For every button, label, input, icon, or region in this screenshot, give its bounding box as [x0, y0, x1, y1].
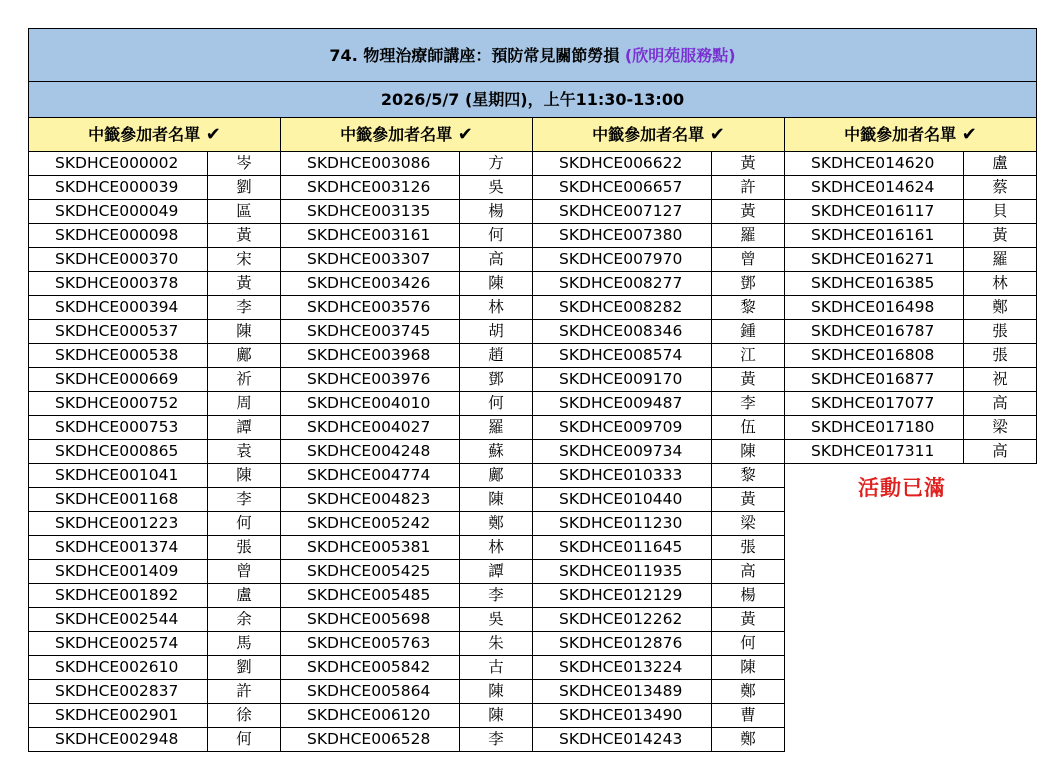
participant-code: SKDHCE012876 — [533, 632, 712, 656]
participant-surname: 李 — [208, 488, 281, 512]
participant-code: SKDHCE014624 — [785, 176, 964, 200]
participant-code: SKDHCE011230 — [533, 512, 712, 536]
participant-code: SKDHCE000537 — [29, 320, 208, 344]
participant-surname: 江 — [712, 344, 785, 368]
participant-surname: 張 — [208, 536, 281, 560]
column-header-4 — [785, 118, 1037, 152]
participant-surname: 何 — [208, 728, 281, 752]
participant-surname: 林 — [460, 296, 533, 320]
participant-surname: 何 — [712, 632, 785, 656]
participant-surname: 陳 — [712, 440, 785, 464]
event-title — [29, 29, 1037, 82]
participant-surname: 鄺 — [460, 464, 533, 488]
participant-surname: 何 — [208, 512, 281, 536]
participant-surname: 徐 — [208, 704, 281, 728]
column-header-3 — [533, 118, 785, 152]
participant-code: SKDHCE009709 — [533, 416, 712, 440]
empty-cell — [964, 608, 1037, 632]
participant-code: SKDHCE007127 — [533, 200, 712, 224]
participant-code: SKDHCE016787 — [785, 320, 964, 344]
table-row — [29, 152, 1037, 176]
participant-code: SKDHCE013490 — [533, 704, 712, 728]
participant-surname: 鄺 — [208, 344, 281, 368]
participant-surname: 梁 — [964, 416, 1037, 440]
participant-code: SKDHCE016271 — [785, 248, 964, 272]
participant-code: SKDHCE002948 — [29, 728, 208, 752]
participant-surname: 黃 — [712, 152, 785, 176]
participant-surname: 劉 — [208, 176, 281, 200]
participant-code: SKDHCE013489 — [533, 680, 712, 704]
participant-surname: 高 — [964, 440, 1037, 464]
participant-code: SKDHCE004027 — [281, 416, 460, 440]
participant-code: SKDHCE001409 — [29, 560, 208, 584]
table-row — [29, 536, 1037, 560]
participant-code: SKDHCE006622 — [533, 152, 712, 176]
table-row — [29, 320, 1037, 344]
column-header-label: 中籤參加者名單 — [592, 125, 705, 144]
table-row — [29, 560, 1037, 584]
participant-code: SKDHCE006657 — [533, 176, 712, 200]
column-header-label: 中籤參加者名單 — [340, 125, 453, 144]
date-row — [29, 82, 1037, 118]
participant-code: SKDHCE009487 — [533, 392, 712, 416]
participant-surname: 黃 — [712, 200, 785, 224]
participant-surname: 黃 — [964, 224, 1037, 248]
empty-cell — [964, 680, 1037, 704]
participant-surname: 何 — [460, 392, 533, 416]
venue-name: (欣明苑服務點) — [624, 45, 736, 65]
empty-cell — [785, 632, 964, 656]
participant-code: SKDHCE004248 — [281, 440, 460, 464]
participant-code: SKDHCE002574 — [29, 632, 208, 656]
participant-surname: 梁 — [712, 512, 785, 536]
participant-surname: 譚 — [460, 560, 533, 584]
participant-code: SKDHCE001041 — [29, 464, 208, 488]
participant-surname: 貝 — [964, 200, 1037, 224]
participant-surname: 陳 — [712, 656, 785, 680]
participant-surname: 鍾 — [712, 320, 785, 344]
empty-cell — [964, 584, 1037, 608]
participant-code: SKDHCE017311 — [785, 440, 964, 464]
participant-surname: 曾 — [208, 560, 281, 584]
participant-code: SKDHCE003745 — [281, 320, 460, 344]
participant-code: SKDHCE000394 — [29, 296, 208, 320]
participant-code: SKDHCE003086 — [281, 152, 460, 176]
empty-cell — [785, 560, 964, 584]
table-row — [29, 728, 1037, 752]
empty-cell — [964, 728, 1037, 752]
participant-code: SKDHCE005485 — [281, 584, 460, 608]
participant-code: SKDHCE007970 — [533, 248, 712, 272]
participant-code: SKDHCE016117 — [785, 200, 964, 224]
empty-cell — [785, 680, 964, 704]
empty-cell — [785, 704, 964, 728]
participant-code: SKDHCE014243 — [533, 728, 712, 752]
participant-surname: 羅 — [460, 416, 533, 440]
participant-surname: 方 — [460, 152, 533, 176]
participant-code: SKDHCE008277 — [533, 272, 712, 296]
participant-code: SKDHCE001374 — [29, 536, 208, 560]
participant-code: SKDHCE000538 — [29, 344, 208, 368]
participant-surname: 許 — [208, 680, 281, 704]
table-row — [29, 224, 1037, 248]
event-date: 2026/5/7 (星期四)，上午11:30-13:00 — [29, 82, 1037, 118]
participant-code: SKDHCE004774 — [281, 464, 460, 488]
participant-code: SKDHCE001168 — [29, 488, 208, 512]
table-row — [29, 608, 1037, 632]
participant-surname: 林 — [460, 536, 533, 560]
table-row — [29, 704, 1037, 728]
participant-surname: 蔡 — [964, 176, 1037, 200]
participant-surname: 吳 — [460, 176, 533, 200]
participant-surname: 林 — [964, 272, 1037, 296]
participant-code: SKDHCE005381 — [281, 536, 460, 560]
table-row — [29, 656, 1037, 680]
table-row — [29, 584, 1037, 608]
participant-surname: 高 — [964, 392, 1037, 416]
checkmark-icon: ✔ — [457, 124, 473, 145]
participant-code: SKDHCE004010 — [281, 392, 460, 416]
table-row — [29, 296, 1037, 320]
participant-surname: 黃 — [712, 488, 785, 512]
participant-code: SKDHCE008574 — [533, 344, 712, 368]
participant-surname: 袁 — [208, 440, 281, 464]
empty-cell — [964, 464, 1037, 488]
participant-surname: 黃 — [712, 368, 785, 392]
participant-surname: 馬 — [208, 632, 281, 656]
participant-code: SKDHCE000039 — [29, 176, 208, 200]
empty-cell — [785, 512, 964, 536]
participant-surname: 區 — [208, 200, 281, 224]
participant-code: SKDHCE008346 — [533, 320, 712, 344]
participant-code: SKDHCE014620 — [785, 152, 964, 176]
empty-cell — [964, 704, 1037, 728]
participant-code: SKDHCE011645 — [533, 536, 712, 560]
empty-cell — [964, 656, 1037, 680]
empty-cell — [785, 656, 964, 680]
participant-code: SKDHCE000370 — [29, 248, 208, 272]
participant-code: SKDHCE000753 — [29, 416, 208, 440]
participant-code: SKDHCE016808 — [785, 344, 964, 368]
participant-surname: 周 — [208, 392, 281, 416]
participant-surname: 陳 — [460, 704, 533, 728]
participant-surname: 黃 — [208, 272, 281, 296]
participant-code: SKDHCE001223 — [29, 512, 208, 536]
participant-surname: 曾 — [712, 248, 785, 272]
participant-surname: 許 — [712, 176, 785, 200]
participant-surname: 趙 — [460, 344, 533, 368]
participant-surname: 祈 — [208, 368, 281, 392]
participant-surname: 羅 — [964, 248, 1037, 272]
participant-surname: 鄭 — [712, 728, 785, 752]
participant-surname: 陳 — [460, 680, 533, 704]
table-row — [29, 248, 1037, 272]
event-full-notice: 活動已滿 — [858, 476, 946, 500]
participant-surname: 胡 — [460, 320, 533, 344]
participant-code: SKDHCE010440 — [533, 488, 712, 512]
title-row — [29, 29, 1037, 82]
participant-surname: 伍 — [712, 416, 785, 440]
empty-cell — [964, 536, 1037, 560]
participant-code: SKDHCE004823 — [281, 488, 460, 512]
table-row — [29, 368, 1037, 392]
column-header-row — [29, 118, 1037, 152]
participant-code: SKDHCE001892 — [29, 584, 208, 608]
participant-surname: 張 — [712, 536, 785, 560]
participant-code: SKDHCE003307 — [281, 248, 460, 272]
participant-code: SKDHCE002837 — [29, 680, 208, 704]
table-row — [29, 344, 1037, 368]
participant-code: SKDHCE000669 — [29, 368, 208, 392]
participant-surname: 陳 — [208, 464, 281, 488]
participant-code: SKDHCE011935 — [533, 560, 712, 584]
participant-code: SKDHCE000098 — [29, 224, 208, 248]
empty-cell — [964, 512, 1037, 536]
participant-surname: 鄧 — [460, 368, 533, 392]
participant-surname: 李 — [460, 584, 533, 608]
checkmark-icon: ✔ — [961, 124, 977, 145]
participant-surname: 張 — [964, 344, 1037, 368]
participant-code: SKDHCE000752 — [29, 392, 208, 416]
participant-surname: 高 — [712, 560, 785, 584]
participant-code: SKDHCE002610 — [29, 656, 208, 680]
participant-code: SKDHCE008282 — [533, 296, 712, 320]
checkmark-icon: ✔ — [709, 124, 725, 145]
participant-surname: 黃 — [712, 608, 785, 632]
table-row — [29, 632, 1037, 656]
table-row — [29, 200, 1037, 224]
participant-surname: 祝 — [964, 368, 1037, 392]
participant-code: SKDHCE005698 — [281, 608, 460, 632]
empty-cell — [785, 584, 964, 608]
participant-surname: 黃 — [208, 224, 281, 248]
participant-code: SKDHCE017077 — [785, 392, 964, 416]
table-row — [29, 416, 1037, 440]
participant-code: SKDHCE016385 — [785, 272, 964, 296]
empty-cell — [785, 536, 964, 560]
participant-code: SKDHCE009734 — [533, 440, 712, 464]
participant-surname: 李 — [208, 296, 281, 320]
participant-code: SKDHCE009170 — [533, 368, 712, 392]
participant-code: SKDHCE002544 — [29, 608, 208, 632]
participant-surname: 楊 — [460, 200, 533, 224]
participant-code: SKDHCE016498 — [785, 296, 964, 320]
table-row — [29, 512, 1037, 536]
participant-code: SKDHCE012262 — [533, 608, 712, 632]
participant-surname: 黎 — [712, 296, 785, 320]
participant-surname: 鄧 — [712, 272, 785, 296]
participant-code: SKDHCE003161 — [281, 224, 460, 248]
empty-cell — [785, 608, 964, 632]
empty-cell — [785, 728, 964, 752]
participant-surname: 蘇 — [460, 440, 533, 464]
participant-code: SKDHCE010333 — [533, 464, 712, 488]
participant-code: SKDHCE000865 — [29, 440, 208, 464]
participant-code: SKDHCE000049 — [29, 200, 208, 224]
participant-code: SKDHCE003426 — [281, 272, 460, 296]
participant-code: SKDHCE003976 — [281, 368, 460, 392]
participant-surname: 岑 — [208, 152, 281, 176]
participant-surname: 高 — [460, 248, 533, 272]
participant-code: SKDHCE003968 — [281, 344, 460, 368]
table-row — [29, 680, 1037, 704]
participant-code: SKDHCE012129 — [533, 584, 712, 608]
empty-cell — [964, 560, 1037, 584]
participant-surname: 鄭 — [712, 680, 785, 704]
participant-surname: 陳 — [460, 272, 533, 296]
participant-surname: 黎 — [712, 464, 785, 488]
column-header-label: 中籤參加者名單 — [844, 125, 957, 144]
winners-table — [28, 28, 1037, 752]
participant-surname: 李 — [460, 728, 533, 752]
participant-surname: 譚 — [208, 416, 281, 440]
participant-surname: 鄭 — [460, 512, 533, 536]
participant-surname: 李 — [712, 392, 785, 416]
participant-code: SKDHCE002901 — [29, 704, 208, 728]
table-row — [29, 392, 1037, 416]
empty-cell — [964, 488, 1037, 512]
participant-code: SKDHCE006120 — [281, 704, 460, 728]
participant-code: SKDHCE005763 — [281, 632, 460, 656]
participant-code: SKDHCE003135 — [281, 200, 460, 224]
participant-surname: 陳 — [460, 488, 533, 512]
column-header-2 — [281, 118, 533, 152]
event-title-text: 74. 物理治療師講座：預防常見關節勞損 — [329, 45, 625, 65]
participant-surname: 羅 — [712, 224, 785, 248]
participant-code: SKDHCE000378 — [29, 272, 208, 296]
participant-surname: 朱 — [460, 632, 533, 656]
table-row — [29, 440, 1037, 464]
column-header-1 — [29, 118, 281, 152]
participant-code: SKDHCE005864 — [281, 680, 460, 704]
table-row — [29, 176, 1037, 200]
participant-surname: 何 — [460, 224, 533, 248]
checkmark-icon: ✔ — [205, 124, 221, 145]
table-row — [29, 272, 1037, 296]
participant-surname: 盧 — [208, 584, 281, 608]
participant-surname: 古 — [460, 656, 533, 680]
participant-code: SKDHCE013224 — [533, 656, 712, 680]
participant-code: SKDHCE003126 — [281, 176, 460, 200]
participant-code: SKDHCE005242 — [281, 512, 460, 536]
participant-code: SKDHCE005842 — [281, 656, 460, 680]
empty-cell — [964, 632, 1037, 656]
column-header-label: 中籤參加者名單 — [88, 125, 201, 144]
participant-code: SKDHCE016877 — [785, 368, 964, 392]
participant-surname: 楊 — [712, 584, 785, 608]
participant-surname: 鄭 — [964, 296, 1037, 320]
participant-surname: 曹 — [712, 704, 785, 728]
participant-code: SKDHCE006528 — [281, 728, 460, 752]
participant-surname: 陳 — [208, 320, 281, 344]
participant-code: SKDHCE003576 — [281, 296, 460, 320]
participant-surname: 吳 — [460, 608, 533, 632]
participant-code: SKDHCE005425 — [281, 560, 460, 584]
participant-code: SKDHCE000002 — [29, 152, 208, 176]
participant-code: SKDHCE016161 — [785, 224, 964, 248]
participant-code: SKDHCE007380 — [533, 224, 712, 248]
participant-surname: 盧 — [964, 152, 1037, 176]
participant-surname: 宋 — [208, 248, 281, 272]
participant-surname: 張 — [964, 320, 1037, 344]
participant-surname: 劉 — [208, 656, 281, 680]
participant-code: SKDHCE017180 — [785, 416, 964, 440]
participant-surname: 余 — [208, 608, 281, 632]
